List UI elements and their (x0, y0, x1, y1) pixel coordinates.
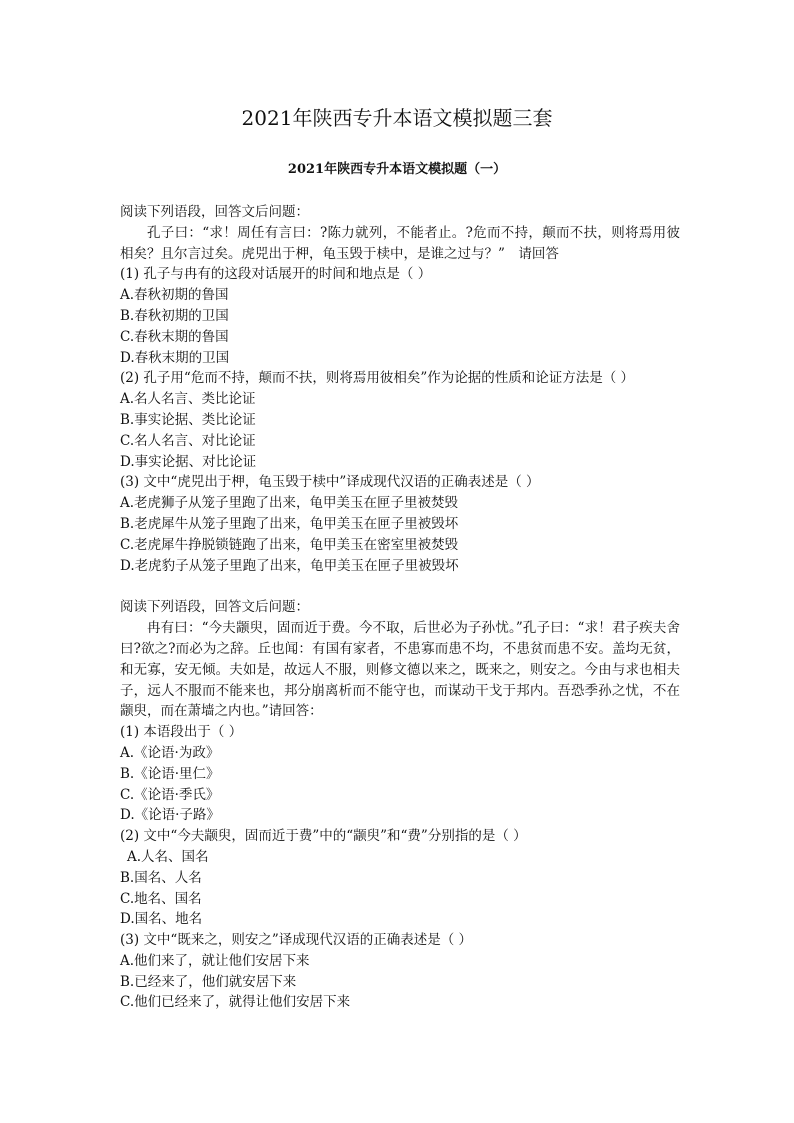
option-d: D.事实论据、对比论证 (120, 453, 257, 470)
section1-passage: 孔子曰：“求！周任有言曰：?陈力就列，不能者止。?危而不持，颠而不扶，则将焉用彼相矣？且尔言过矣。虎兕出于柙，龟玉毁于椟中，是谁之过与？” 请回答 (120, 224, 680, 262)
section2-passage: 冉有曰：“今夫颛臾，固而近于费。今不取，后世必为子孙忧。”孔子曰：“求！君子疾夫舍曰?欲之?而必为之辞。丘也闻：有国有家者，不患寡而患不均，不患贫而患不安。盖均无贫，和无寡，安无倾。夫如是，故远人不服，则修文德以来之，既来之，则安之。今由与求也相夫子，远人不服而不能来也，邦分崩离析而不能守也，而谋动干戈于邦内。吾恐季孙之忧，不在颛臾，而在萧墙之内也。”请回答： (120, 620, 680, 720)
question-stem: (3) 文中“既来之，则安之”译成现代汉语的正确表述是（ ） (120, 932, 473, 949)
option-c: C.地名、国名 (120, 890, 202, 907)
option-a: A.他们来了，就让他们安居下来 (120, 952, 310, 969)
section2-intro: 阅读下列语段，回答文后问题： (120, 599, 309, 616)
option-b: B.国名、人名 (120, 869, 202, 886)
option-d: D.《论语·子路》 (120, 807, 220, 824)
option-d: D.春秋末期的卫国 (120, 349, 230, 366)
question-stem: (2) 孔子用“危而不持，颠而不扶，则将焉用彼相矣”作为论据的性质和论证方法是（ ） (120, 370, 635, 387)
option-b: B.春秋初期的卫国 (120, 307, 229, 324)
option-c: C.他们已经来了，就得让他们安居下来 (120, 994, 351, 1011)
document-subtitle: 2021年陕西专升本语文模拟题（一） (287, 162, 507, 177)
option-c: C.《论语·季氏》 (120, 786, 220, 803)
option-a: A.人名、国名 (127, 848, 209, 865)
option-a: A.《论语·为政》 (120, 744, 220, 761)
question-stem: (1) 本语段出于（ ） (120, 724, 243, 741)
question-stem: (1) 孔子与冉有的这段对话展开的时间和地点是（ ） (120, 266, 432, 283)
option-d: D.国名、地名 (120, 911, 203, 928)
section-spacer (120, 576, 680, 597)
section1-intro: 阅读下列语段，回答文后问题： (120, 204, 309, 220)
option-b: B.事实论据、类比论证 (120, 411, 256, 428)
option-c: C.名人名言、对比论证 (120, 432, 256, 449)
option-c: C.春秋末期的鲁国 (120, 328, 229, 345)
option-b: B.已经来了，他们就安居下来 (120, 973, 297, 990)
option-a: A.老虎狮子从笼子里跑了出来，龟甲美玉在匣子里被焚毁 (120, 495, 459, 512)
option-c: C.老虎犀牛挣脱锁链跑了出来，龟甲美玉在密室里被焚毁 (120, 536, 459, 553)
option-b: B.老虎犀牛从笼子里跑了出来，龟甲美玉在匣子里被毁坏 (120, 515, 459, 532)
option-d: D.老虎豹子从笼子里跑了出来，龟甲美玉在匣子里被毁坏 (120, 557, 459, 574)
document-body (120, 202, 680, 1013)
option-b: B.《论语·里仁》 (120, 765, 220, 782)
document-title: 2021年陕西专升本语文模拟题三套 (241, 106, 553, 130)
question-stem: (2) 文中“今夫颛臾，固而近于费”中的“颛臾”和“费”分别指的是（ ） (120, 828, 527, 845)
option-a: A.名人名言、类比论证 (120, 391, 256, 408)
option-a: A.春秋初期的鲁国 (120, 287, 229, 304)
question-stem: (3) 文中“虎兕出于柙，龟玉毁于椟中”译成现代汉语的正确表述是（ ） (120, 474, 540, 491)
